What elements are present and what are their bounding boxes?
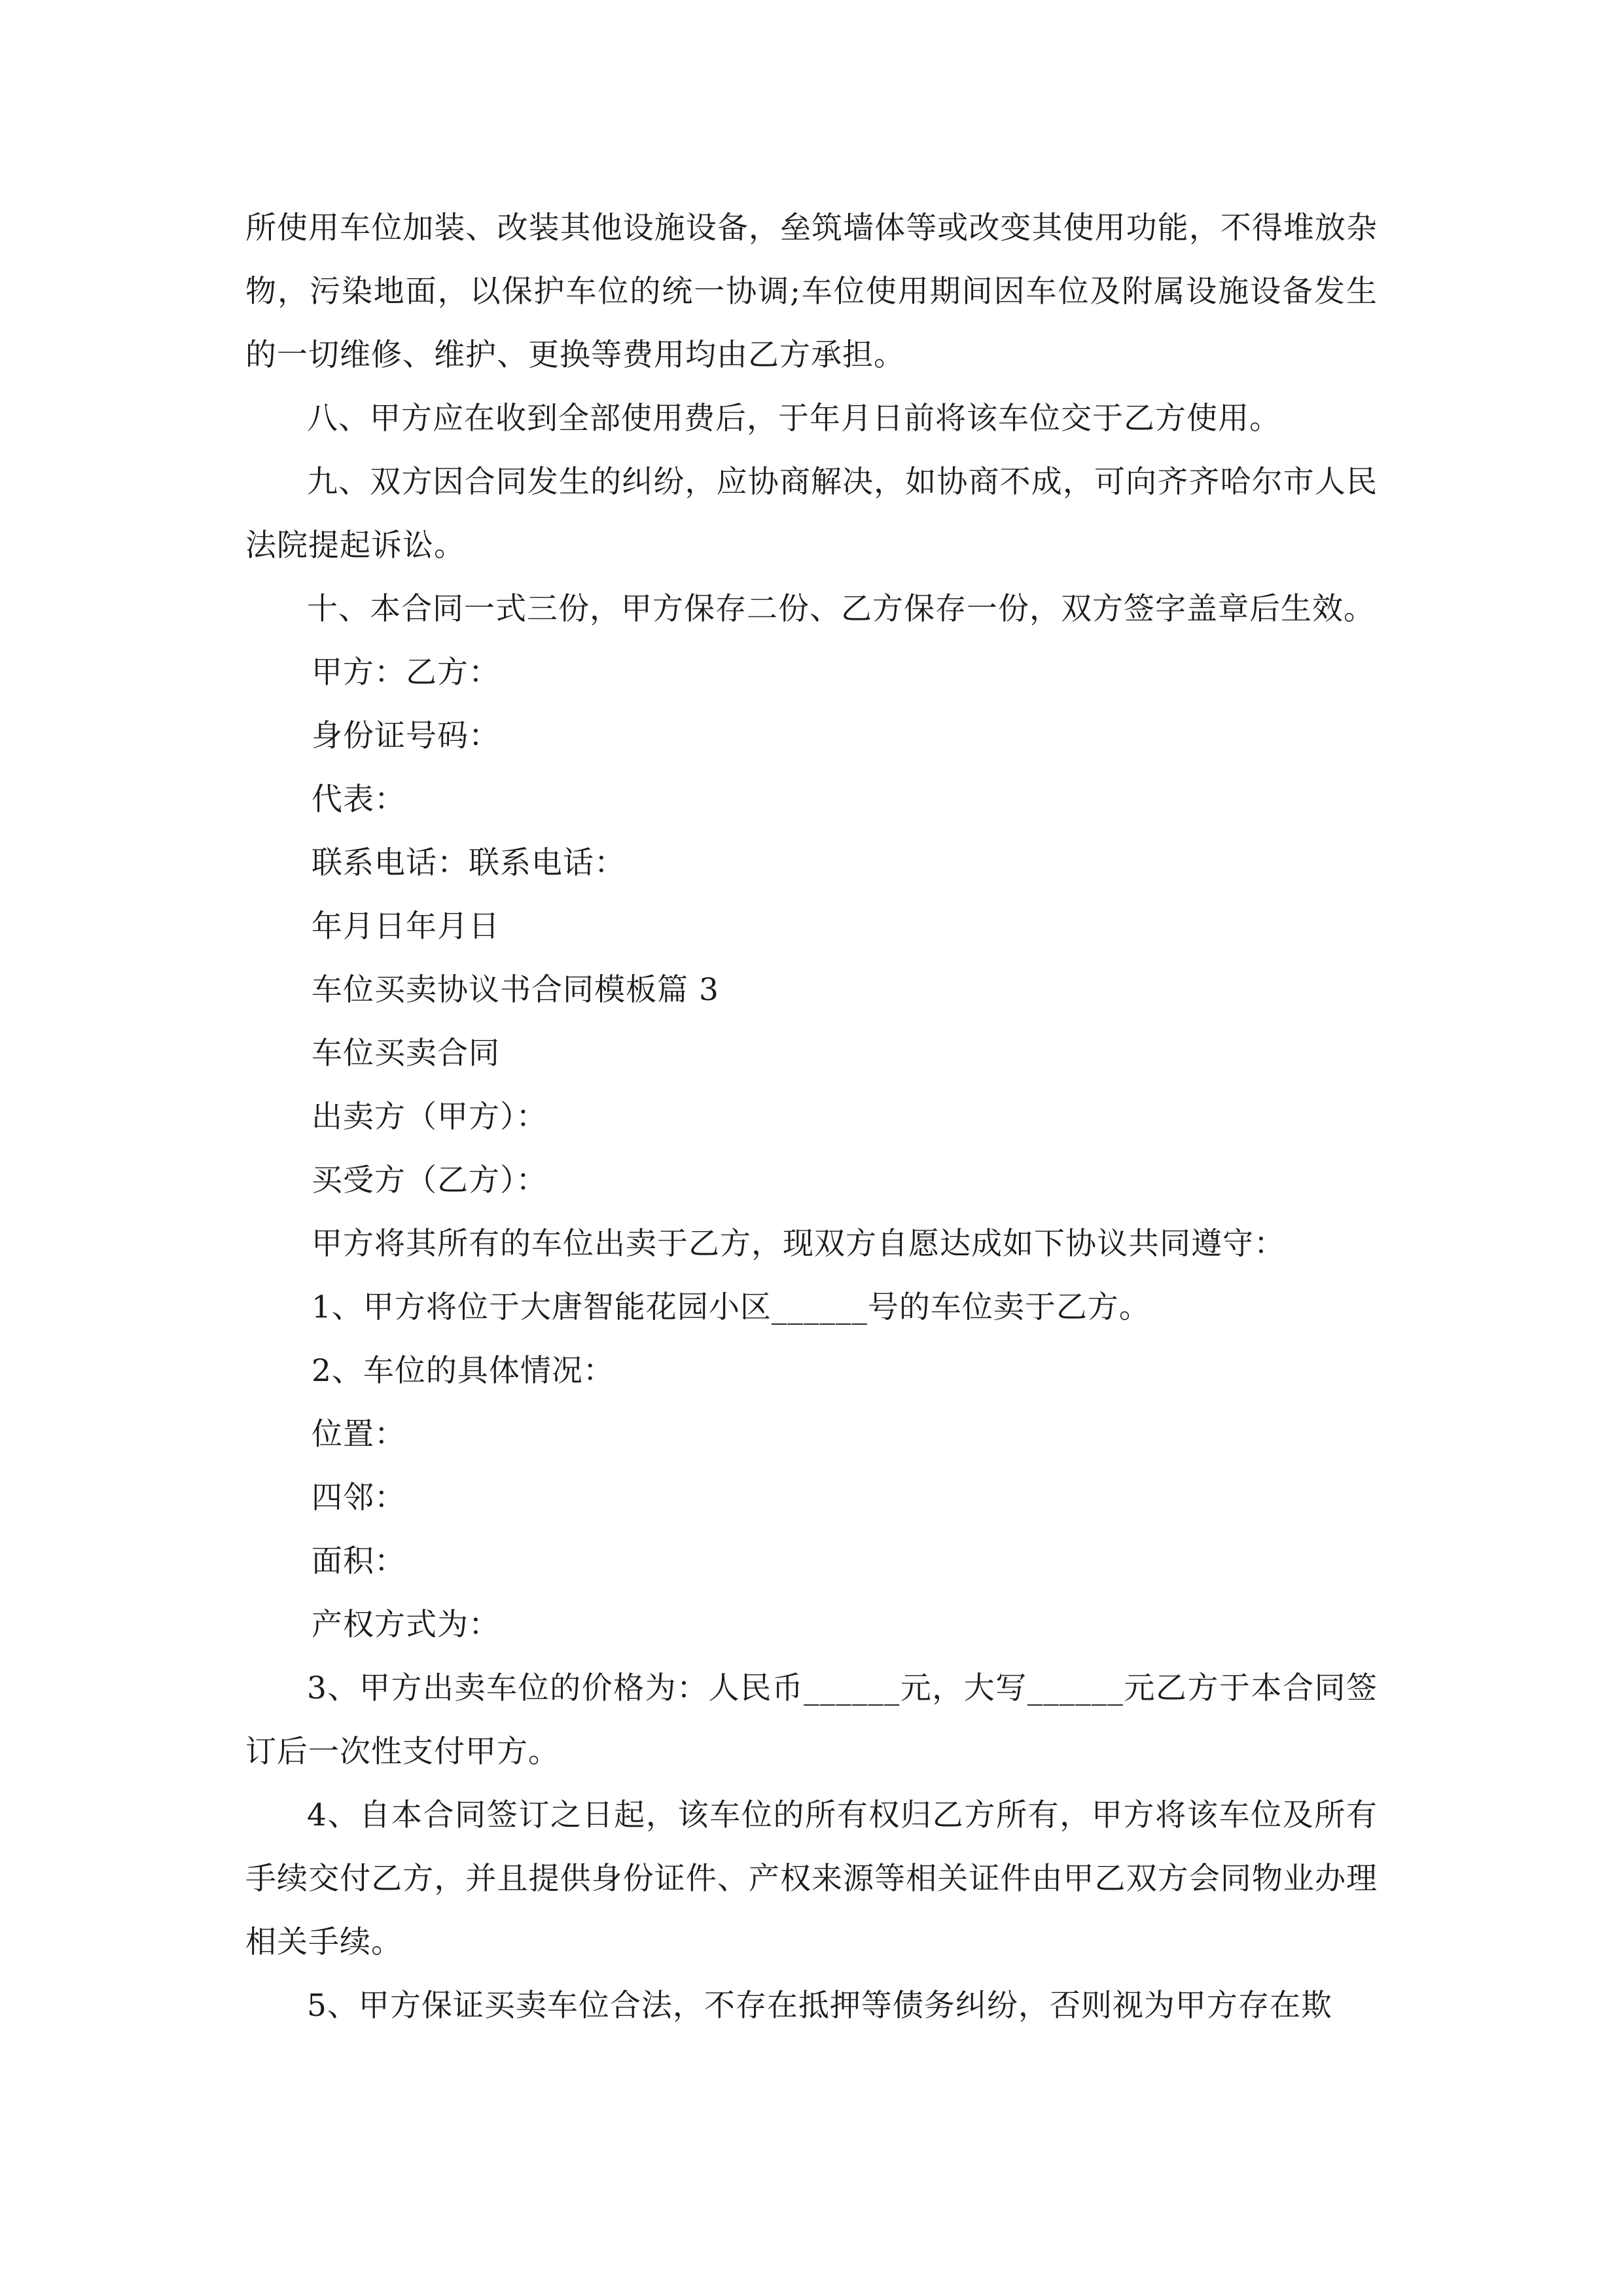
seller-label: 出卖方（甲方）： bbox=[312, 1099, 548, 1135]
field-location: 位置： bbox=[312, 1416, 406, 1452]
field-ownership: 产权方式为： bbox=[312, 1607, 500, 1643]
signature-id-number: 身份证号码： bbox=[312, 718, 500, 754]
clause-nine: 九、双方因合同发生的纠纷，应协商解决，如协商不成，可向齐齐哈尔市人民法院提起诉讼。 bbox=[245, 464, 1378, 564]
paragraph-use-restrictions: 所使用车位加装、改装其他设施设备，垒筑墙体等或改变其使用功能，不得堆放杂物，污染地面，以保护车位的统一协调;车位使用期间因车位及附属设施设备发生的一切维修、维护、更换等费用均由乙方承担。 bbox=[245, 210, 1378, 373]
article-four: 4、自本合同签订之日起，该车位的所有权归乙方所有，甲方将该车位及所有手续交付乙方，并且提供身份证件、产权来源等相关证件由甲乙双方会同物业办理相关手续。 bbox=[245, 1797, 1378, 1960]
signature-representative: 代表： bbox=[312, 781, 406, 817]
buyer-label: 买受方（乙方）： bbox=[312, 1162, 548, 1198]
article-two: 2、车位的具体情况： bbox=[312, 1353, 615, 1389]
section-title: 车位买卖协议书合同模板篇 3 bbox=[312, 972, 719, 1008]
contract-title: 车位买卖合同 bbox=[312, 1035, 500, 1071]
clause-ten: 十、本合同一式三份，甲方保存二份、乙方保存一份，双方签字盖章后生效。 bbox=[307, 591, 1375, 627]
field-neighbors: 四邻： bbox=[312, 1480, 406, 1516]
agreement-intro: 甲方将其所有的车位出卖于乙方，现双方自愿达成如下协议共同遵守： bbox=[312, 1226, 1285, 1262]
signature-phones: 联系电话：联系电话： bbox=[312, 845, 626, 881]
signature-parties: 甲方：乙方： bbox=[312, 655, 500, 691]
article-one: 1、甲方将位于大唐智能花园小区______号的车位卖于乙方。 bbox=[312, 1289, 1150, 1325]
contract-body bbox=[245, 196, 1378, 2037]
field-area: 面积： bbox=[312, 1543, 406, 1579]
article-three: 3、甲方出卖车位的价格为：人民币______元，大写______元乙方于本合同签订后一次性支付甲方。 bbox=[245, 1670, 1378, 1770]
clause-eight: 八、甲方应在收到全部使用费后，于年月日前将该车位交于乙方使用。 bbox=[307, 401, 1281, 437]
signature-dates: 年月日年月日 bbox=[312, 908, 500, 944]
article-five: 5、甲方保证买卖车位合法，不存在抵押等债务纠纷，否则视为甲方存在欺 bbox=[307, 1988, 1332, 2024]
